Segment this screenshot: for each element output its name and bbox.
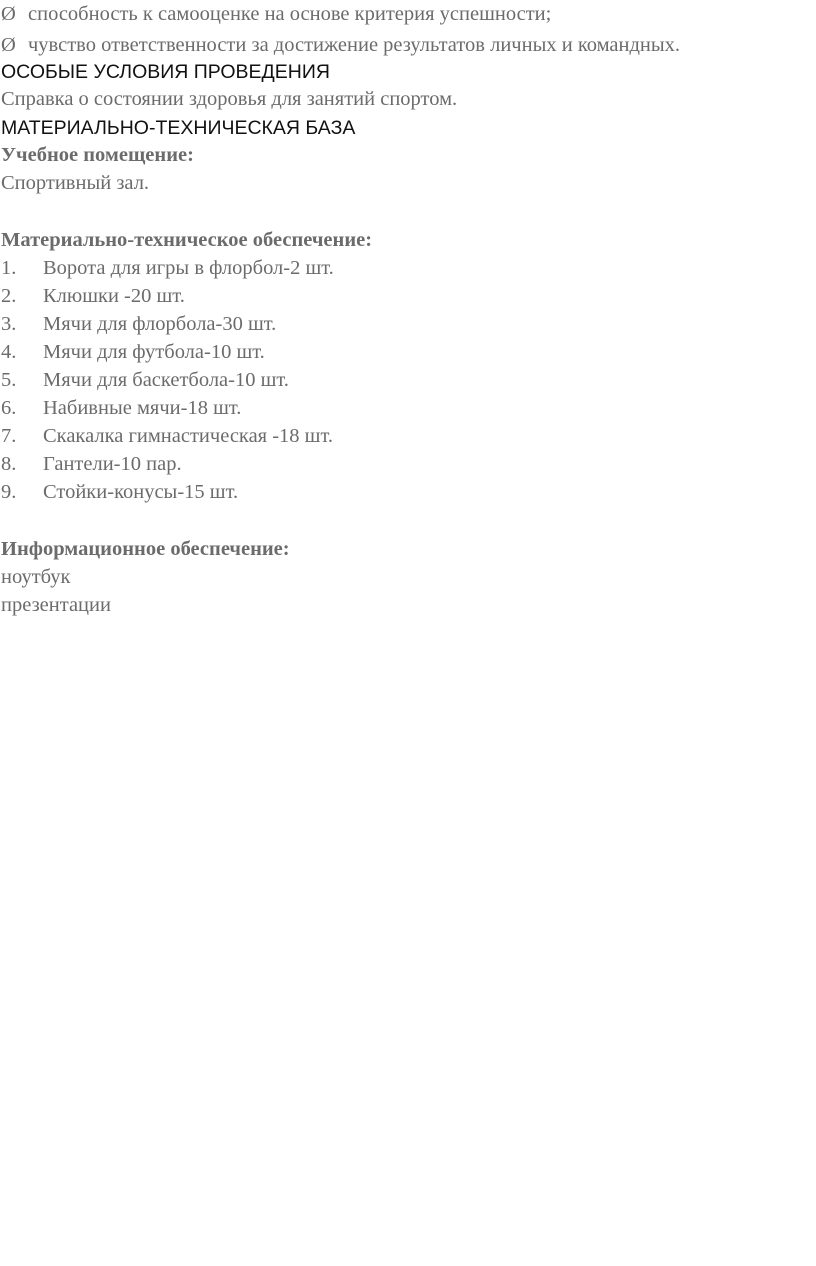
list-text: Клюшки -20 шт. bbox=[43, 285, 185, 307]
list-number: 5. bbox=[1, 369, 17, 391]
information-heading: Информационное обеспечение: bbox=[1, 538, 290, 560]
list-text: Мячи для футбола-10 шт. bbox=[43, 341, 265, 363]
list-text: Стойки-конусы-15 шт. bbox=[43, 481, 239, 503]
equipment-heading: Материально-техническое обеспечение: bbox=[1, 229, 373, 251]
room-label: Учебное помещение: bbox=[1, 144, 194, 166]
material-base-heading: МАТЕРИАЛЬНО-ТЕХНИЧЕСКАЯ БАЗА bbox=[1, 117, 356, 139]
list-text: Скакалка гимнастическая -18 шт. bbox=[43, 425, 334, 447]
list-text: Гантели-10 пар. bbox=[43, 453, 182, 475]
list-text: Ворота для игры в флорбол-2 шт. bbox=[43, 257, 334, 279]
special-conditions-heading: ОСОБЫЕ УСЛОВИЯ ПРОВЕДЕНИЯ bbox=[1, 61, 330, 83]
list-number: 7. bbox=[1, 425, 17, 447]
list-item bbox=[1, 452, 182, 476]
list-item bbox=[1, 424, 333, 448]
list-item bbox=[1, 312, 276, 336]
list-number: 9. bbox=[1, 481, 17, 503]
list-number: 8. bbox=[1, 453, 17, 475]
bullet-text: чувство ответственности за достижение результатов личных и командных. bbox=[28, 34, 681, 56]
list-number: 4. bbox=[1, 341, 17, 363]
information-item: презентации bbox=[1, 594, 111, 616]
list-text: Мячи для баскетбола-10 шт. bbox=[43, 369, 289, 391]
list-item bbox=[1, 284, 185, 308]
list-text: Мячи для флорбола-30 шт. bbox=[43, 313, 277, 335]
list-item bbox=[1, 340, 265, 364]
list-number: 2. bbox=[1, 285, 17, 307]
information-item: ноутбук bbox=[1, 566, 71, 588]
list-text: Набивные мячи-18 шт. bbox=[43, 397, 242, 419]
list-number: 6. bbox=[1, 397, 17, 419]
bullet-item bbox=[1, 33, 680, 57]
list-item bbox=[1, 256, 334, 280]
special-conditions-text: Справка о состоянии здоровья для занятий спортом. bbox=[1, 88, 458, 110]
bullet-marker: Ø bbox=[1, 34, 16, 56]
list-item bbox=[1, 368, 289, 392]
list-number: 1. bbox=[1, 257, 17, 279]
bullet-text: способность к самооценке на основе критерия успешности; bbox=[28, 3, 552, 25]
list-item bbox=[1, 480, 238, 504]
list-number: 3. bbox=[1, 313, 17, 335]
bullet-marker: Ø bbox=[1, 3, 16, 25]
room-value: Спортивный зал. bbox=[1, 172, 150, 194]
bullet-item bbox=[1, 2, 551, 26]
list-item bbox=[1, 396, 241, 420]
